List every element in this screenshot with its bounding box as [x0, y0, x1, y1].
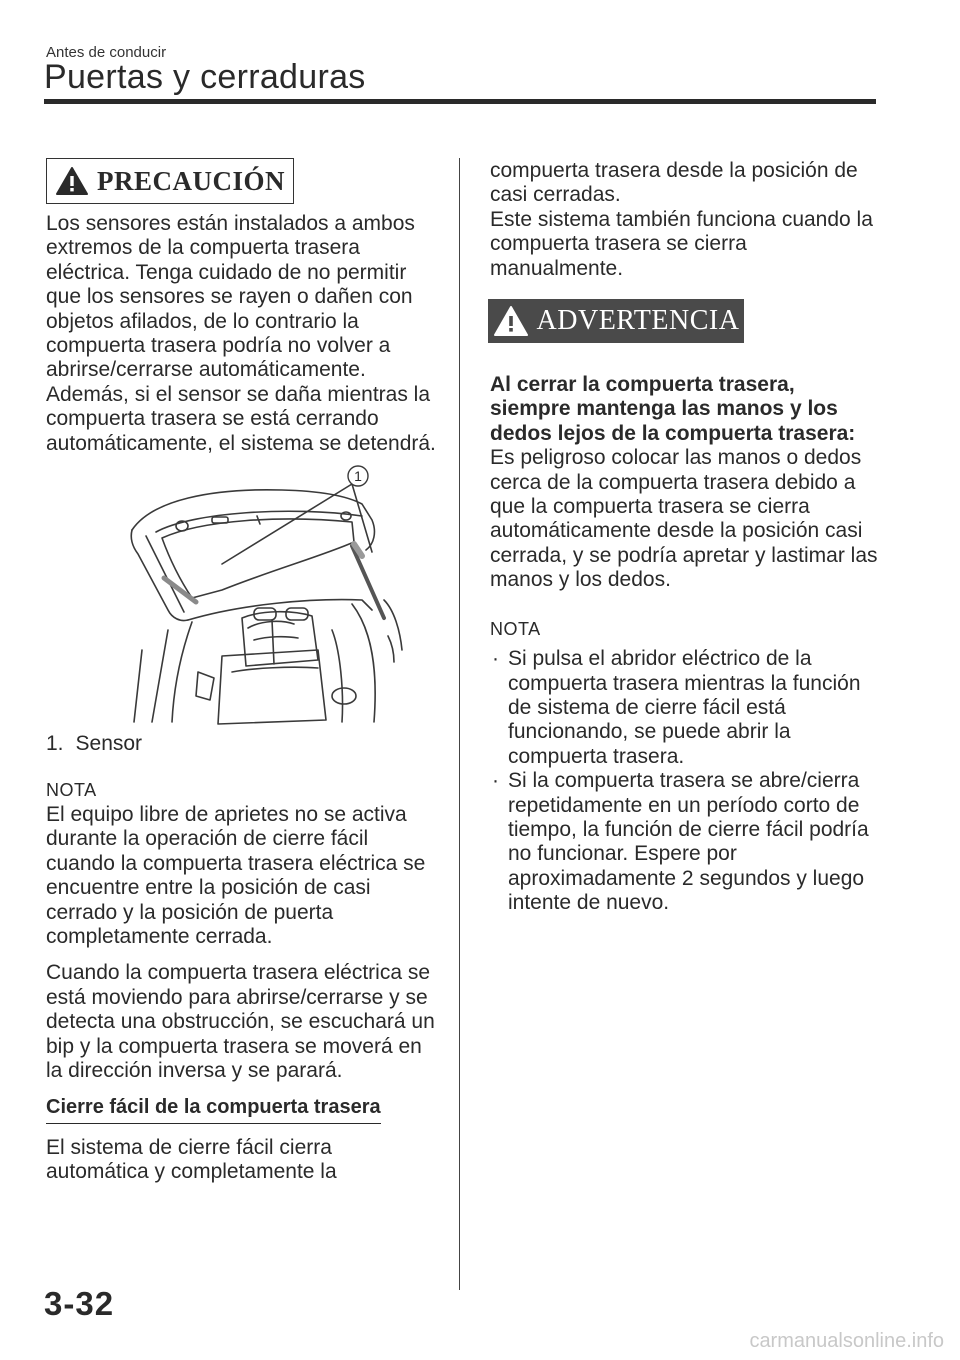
caution-text: Los sensores están instalados a ambos extremos de la compuerta trasera eléctrica. Tenga cuidado de no permitir que los sensores se rayen o dañen con objetos afilados, de lo contrario la compuerta trasera podría no volver a abrirse/cerrarse automáticamente. Además, si el sensor se daña mientras la compuerta trasera se está cerrando automáticamente, el sistema se detendrá. [46, 212, 436, 455]
left-column [46, 158, 438, 1185]
warning-box [488, 299, 744, 343]
caution-box [46, 158, 294, 204]
easy-close-paragraph: El sistema de cierre fácil cierra automática y completamente la [46, 1135, 337, 1184]
warning-text: Es peligroso colocar las manos o dedos cerca de la compuerta trasera debido a que la compuerta trasera se cierra automáticamente desde la posición casi cerrada, y se podría apretar y lastimar las manos y los dedos. [490, 446, 878, 592]
list-item: · Si la compuerta trasera se abre/cierra repetidamente en un período corto de tiempo, la función de cierre fácil podría no funcionar. Espere por aproximadamente 2 segundos y luego intente de nuevo. [492, 769, 869, 915]
warning-bold-text: Al cerrar la compuerta trasera, siempre mantenga las manos y los dedos lejos de la compuerta trasera: [490, 373, 856, 445]
easy-close-heading: Cierre fácil de la compuerta trasera [46, 1095, 381, 1123]
figure-callout-number: 1 [354, 468, 362, 485]
page-title: Puertas y cerraduras [44, 58, 366, 96]
watermark: carmanualsonline.info [749, 1330, 944, 1352]
page-number: 3-32 [44, 1285, 115, 1322]
warning-label: ADVERTENCIA [536, 304, 740, 336]
obstruction-paragraph: Cuando la compuerta trasera eléctrica se está moviendo para abrirse/cerrarse y se detecta una obstrucción, se escuchará un bip y la compuerta trasera se moverá en la dirección inversa y se parará. [46, 961, 435, 1082]
caption-text: Sensor [75, 732, 143, 756]
list-item: · Si pulsa el abridor eléctrico de la compuerta trasera mientras la función de sistema de cierre fácil está funcionando, se puede abrir la compuerta trasera. [492, 647, 861, 768]
section-label: Antes de conducir [46, 44, 167, 61]
tailgate-sensor-figure [122, 460, 404, 728]
nota-text-left: El equipo libre de aprietes no se activa durante la operación de cierre fácil cuando la compuerta trasera eléctrica se encuentre entre la posición de casi cerrado y la posición de puerta completamente cerrada. [46, 802, 426, 948]
caution-label: PRECAUCIÓN [96, 165, 285, 196]
column-divider [459, 158, 460, 1290]
nota-heading-right: NOTA [490, 618, 541, 639]
warning-triangle-icon [493, 305, 529, 337]
header-rule [44, 99, 876, 104]
continuation-paragraph: compuerta trasera desde la posición de casi cerradas. [490, 159, 858, 207]
warning-triangle-icon [55, 166, 89, 196]
caption-number: 1. [46, 732, 64, 756]
right-column [490, 159, 880, 916]
figure-caption [46, 732, 438, 756]
nota-heading-left: NOTA [46, 780, 97, 801]
tailgate-illustration [122, 460, 404, 728]
manual-close-paragraph: Este sistema también funciona cuando la compuerta trasera se cierra manualmente. [490, 207, 873, 280]
nota-bullet-list [490, 647, 880, 915]
